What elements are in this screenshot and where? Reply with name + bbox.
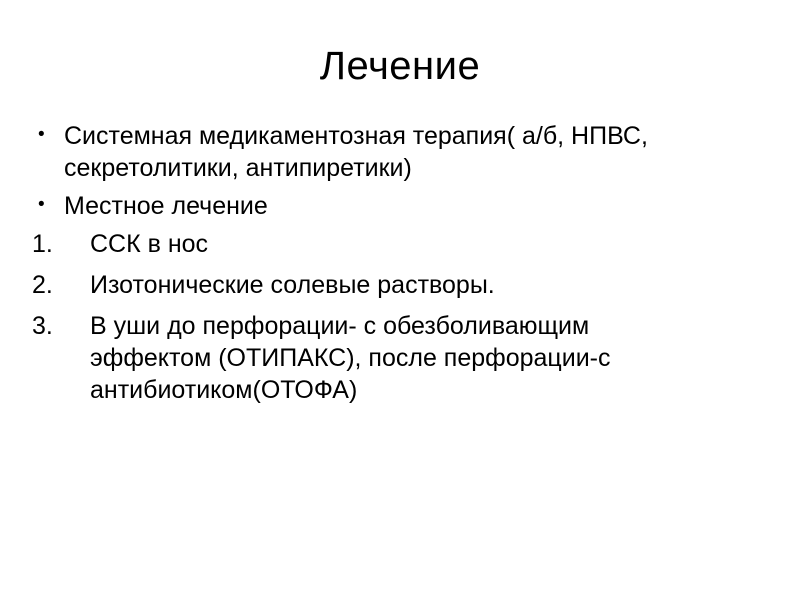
list-item-label: Местное лечение [64, 192, 268, 220]
list-item-label: Системная медикаментозная терапия( а/б, НПВС, секретолитики, антипиретики) [64, 122, 648, 182]
numbered-marker: 2. [32, 271, 53, 299]
numbered-list-item [30, 228, 770, 260]
bullet-marker-icon: • [38, 194, 45, 215]
slide-content [0, 120, 800, 406]
numbered-list-item [30, 269, 770, 301]
numbered-item-label: ССК в нос [90, 230, 209, 258]
numbered-marker: 1. [32, 230, 53, 258]
list-item [30, 120, 770, 184]
numbered-item-label: Изотонические солевые растворы. [90, 271, 495, 299]
numbered-item-label: В уши до перфорации- с обезболивающим эффектом (ОТИПАКС), после перфорации-с антибиотиком(ОТОФА) [90, 312, 611, 404]
numbered-marker: 3. [32, 312, 53, 340]
list-item [30, 190, 770, 222]
page-title: Лечение [319, 44, 481, 88]
bullet-marker-icon: • [38, 124, 45, 145]
numbered-list-item [30, 310, 770, 406]
